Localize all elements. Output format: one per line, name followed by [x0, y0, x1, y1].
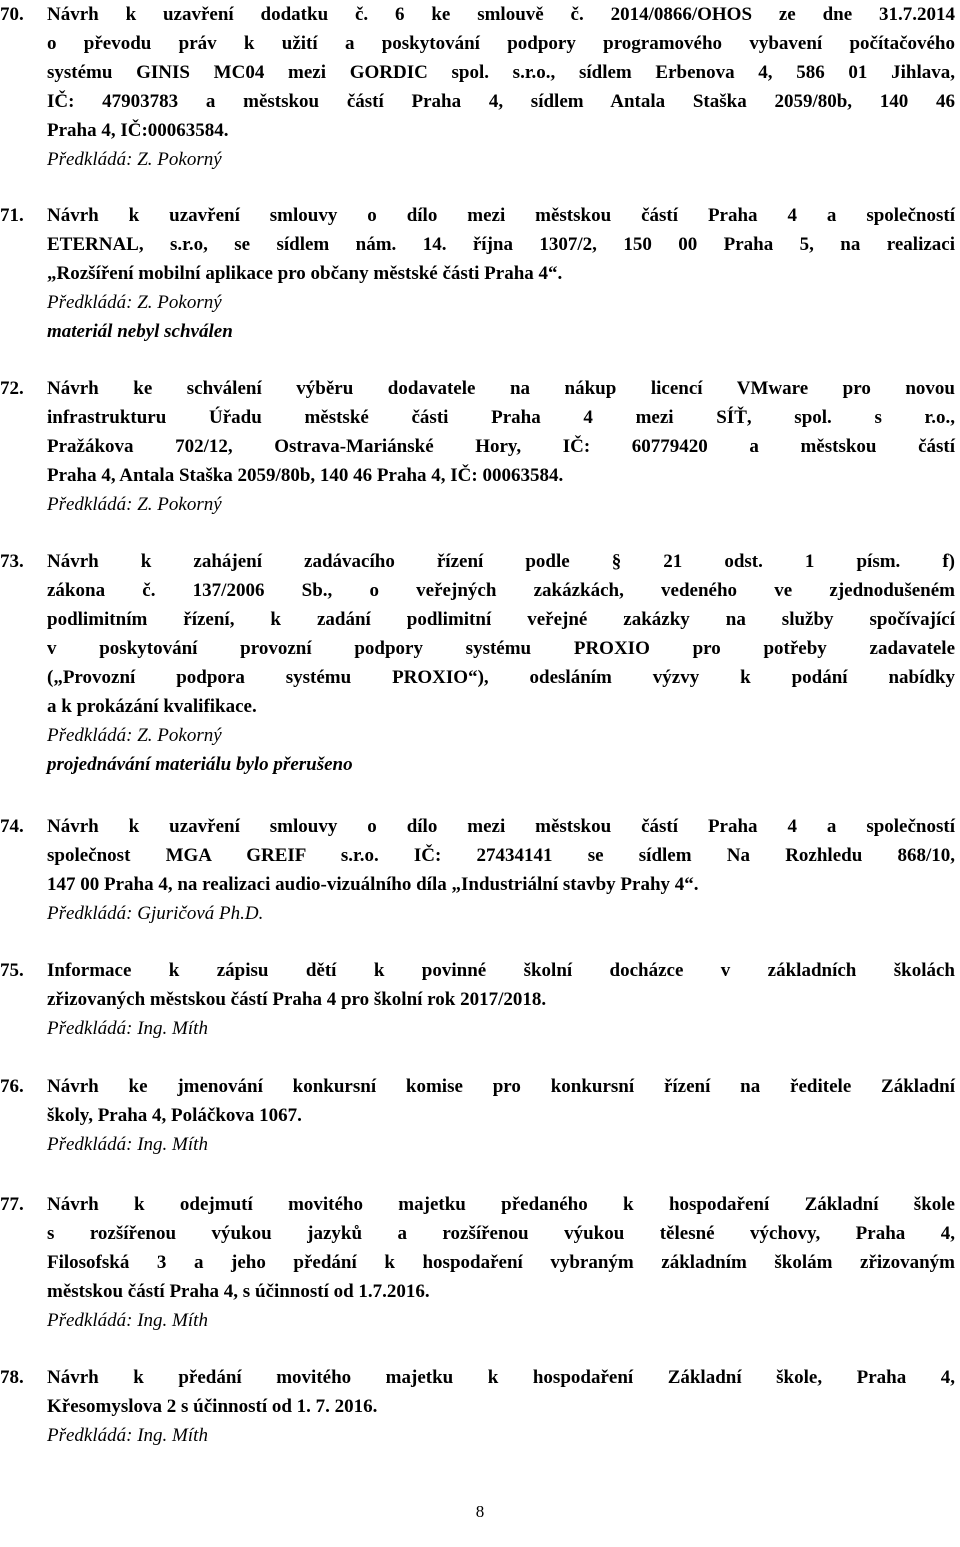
- item-text-line: zřizovaných městskou částí Praha 4 pro školní rok 2017/2018.: [47, 989, 547, 1010]
- item-text-line: Praha 4, IČ:00063584.: [47, 120, 229, 141]
- item-number: 70.: [0, 4, 24, 25]
- presenter-name: Z. Pokorný: [137, 292, 222, 313]
- presenter-label: Předkládá:: [47, 1018, 133, 1039]
- item-text-line: a k prokázání kvalifikace.: [47, 696, 257, 717]
- item-number: 74.: [0, 816, 24, 837]
- presenter-line: [47, 1306, 208, 1335]
- item-number: 78.: [0, 1367, 24, 1388]
- item-text-line: Návrh k uzavření smlouvy o dílo mezi městskou částí Praha 4 a společností: [47, 205, 955, 226]
- presenter-line: [47, 490, 222, 519]
- presenter-line: [47, 721, 222, 750]
- presenter-label: Předkládá:: [47, 149, 133, 170]
- item-number: 72.: [0, 378, 24, 399]
- item-text-line: Návrh k zahájení zadávacího řízení podle § 21 odst. 1 písm. f): [47, 551, 955, 572]
- item-text-line: školy, Praha 4, Poláčkova 1067.: [47, 1105, 302, 1126]
- item-text-line: společnost MGA GREIF s.r.o. IČ: 27434141 se sídlem Na Rozhledu 868/10,: [47, 845, 955, 866]
- item-number: 77.: [0, 1194, 24, 1215]
- item-text-line: zákona č. 137/2006 Sb., o veřejných zakázkách, vedeného ve zjednodušeném: [47, 580, 955, 601]
- presenter-name: Ing. Míth: [137, 1018, 208, 1039]
- item-text-line: Návrh k odejmutí movitého majetku předaného k hospodaření Základní škole: [47, 1194, 955, 1215]
- presenter-name: Z. Pokorný: [137, 494, 222, 515]
- presenter-line: [47, 899, 263, 928]
- item-text-line: Návrh k uzavření dodatku č. 6 ke smlouvě č. 2014/0866/OHOS ze dne 31.7.2014: [47, 4, 955, 25]
- item-number: 73.: [0, 551, 24, 572]
- item-text-line: Informace k zápisu dětí k povinné školní docházce v základních školách: [47, 960, 955, 981]
- item-text-line: městskou částí Praha 4, s účinností od 1.7.2016.: [47, 1281, 430, 1302]
- presenter-label: Předkládá:: [47, 494, 133, 515]
- presenter-line: [47, 288, 222, 317]
- item-text-line: Návrh ke jmenování konkursní komise pro konkursní řízení na ředitele Základní: [47, 1076, 955, 1097]
- presenter-name: Ing. Míth: [137, 1310, 208, 1331]
- presenter-name: Ing. Míth: [137, 1425, 208, 1446]
- item-outcome: materiál nebyl schválen: [47, 321, 233, 342]
- item-text-line: „Rozšíření mobilní aplikace pro občany městské části Praha 4“.: [47, 263, 563, 284]
- item-text-line: systému GINIS MC04 mezi GORDIC spol. s.r.o., sídlem Erbenova 4, 586 01 Jihlava,: [47, 62, 955, 83]
- item-number: 76.: [0, 1076, 24, 1097]
- item-text-line: ETERNAL, s.r.o, se sídlem nám. 14. října 1307/2, 150 00 Praha 5, na realizaci: [47, 234, 955, 255]
- item-text-line: podlimitním řízení, k zadání podlimitní veřejné zakázky na služby spočívající: [47, 609, 955, 630]
- presenter-label: Předkládá:: [47, 1425, 133, 1446]
- presenter-line: [47, 1421, 208, 1450]
- item-text-line: IČ: 47903783 a městskou částí Praha 4, sídlem Antala Staška 2059/80b, 140 46: [47, 91, 955, 112]
- presenter-label: Předkládá:: [47, 1134, 133, 1155]
- item-text-line: o převodu práv k užití a poskytování podpory programového vybavení počítačového: [47, 33, 955, 54]
- item-number: 71.: [0, 205, 24, 226]
- presenter-label: Předkládá:: [47, 903, 133, 924]
- item-text-line: 147 00 Praha 4, na realizaci audio-vizuálního díla „Industriální stavby Prahy 4“.: [47, 874, 699, 895]
- presenter-name: Z. Pokorný: [137, 725, 222, 746]
- item-text-line: Filosofská 3 a jeho předání k hospodaření vybraným základním školám zřizovaným: [47, 1252, 955, 1273]
- presenter-label: Předkládá:: [47, 1310, 133, 1331]
- presenter-line: [47, 1130, 208, 1159]
- item-text-line: Křesomyslova 2 s účinností od 1. 7. 2016.: [47, 1396, 378, 1417]
- presenter-name: Ing. Míth: [137, 1134, 208, 1155]
- item-text-line: infrastrukturu Úřadu městské části Praha 4 mezi SÍŤ, spol. s r.o.,: [47, 407, 955, 428]
- item-text-line: Pražákova 702/12, Ostrava-Mariánské Hory, IČ: 60779420 a městskou částí: [47, 436, 955, 457]
- page-number: 8: [475, 1502, 485, 1521]
- presenter-name: Gjuričová Ph.D.: [137, 903, 264, 924]
- item-text-line: s rozšířenou výukou jazyků a rozšířenou výukou tělesné výchovy, Praha 4,: [47, 1223, 955, 1244]
- item-text-line: Praha 4, Antala Staška 2059/80b, 140 46 Praha 4, IČ: 00063584.: [47, 465, 564, 486]
- presenter-label: Předkládá:: [47, 725, 133, 746]
- item-text-line: („Provozní podpora systému PROXIO“), odesláním výzvy k podání nabídky: [47, 667, 955, 688]
- presenter-line: [47, 145, 222, 174]
- item-text-line: Návrh ke schválení výběru dodavatele na nákup licencí VMware pro novou: [47, 378, 955, 399]
- item-text-line: Návrh k uzavření smlouvy o dílo mezi městskou částí Praha 4 a společností: [47, 816, 955, 837]
- item-text-line: v poskytování provozní podpory systému PROXIO pro potřeby zadavatele: [47, 638, 955, 659]
- item-text-line: Návrh k předání movitého majetku k hospodaření Základní škole, Praha 4,: [47, 1367, 955, 1388]
- presenter-name: Z. Pokorný: [137, 149, 222, 170]
- item-outcome: projednávání materiálu bylo přerušeno: [47, 754, 353, 775]
- presenter-line: [47, 1014, 208, 1043]
- item-number: 75.: [0, 960, 24, 981]
- presenter-label: Předkládá:: [47, 292, 133, 313]
